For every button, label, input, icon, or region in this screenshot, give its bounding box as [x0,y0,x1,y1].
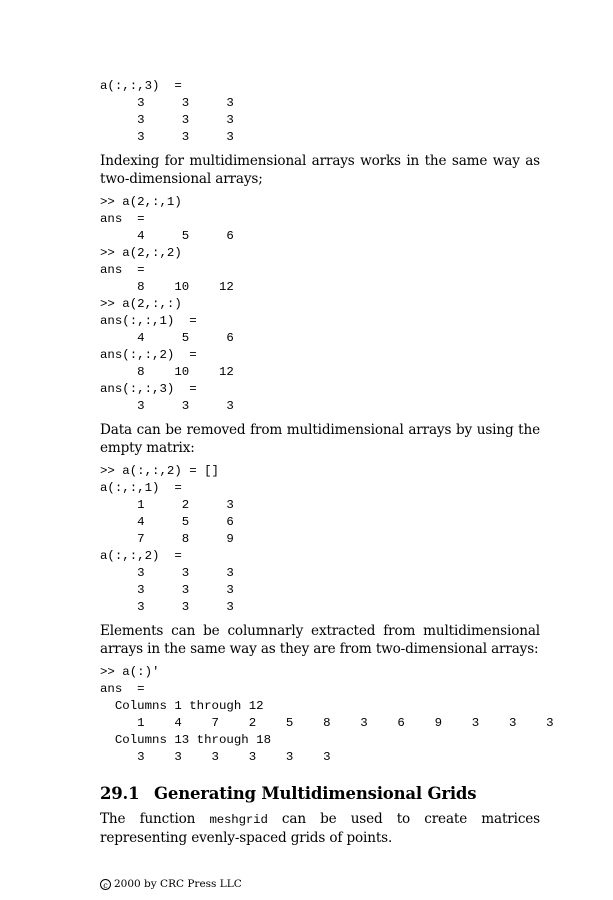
code-removing-example: >> a(:,:,2) = [] a(:,:,1) = 1 2 3 4 5 6 7 8 9 a(:,:,2) = 3 3 3 3 3 3 3 3 3 [100,464,234,614]
copyright-text: 2000 by CRC Press LLC [114,878,242,890]
document-page [100,78,554,847]
section-number: 29.1 [100,784,140,803]
paragraph-meshgrid [100,811,540,847]
section-heading [100,784,540,803]
paragraph-columnar: Elements can be columnarly extracted from multidimensional arrays in the same way as they are from two-dimensional arrays: [100,623,540,657]
copyright-footer [100,878,242,890]
code-indexing-examples: >> a(2,:,1) ans = 4 5 6 >> a(2,:,2) ans = 8 10 12 >> a(2,:,:) ans(:,:,1) = 4 5 6 ans(:,:,2) = 8 10 12 ans(:,:,3) = 3 3 3 [100,195,234,413]
paragraph-meshgrid-before: The function [100,811,210,827]
code-columnar-example: >> a(:)' ans = Columns 1 through 12 1 4 7 2 5 8 3 6 9 3 3 3 Columns 13 through 18 3 3 3 3 3 3 [100,665,554,764]
section-title: Generating Multidimensional Grids [154,784,477,803]
meshgrid-function-name: meshgrid [209,813,268,827]
paragraph-indexing: Indexing for multidimensional arrays works in the same way as two-dimensional arrays; [100,153,540,187]
paragraph-removing: Data can be removed from multidimensional arrays by using the empty matrix: [100,422,540,456]
copyright-icon: c [100,879,111,890]
code-output-a-page3: a(:,:,3) = 3 3 3 3 3 3 3 3 3 [100,79,234,144]
paragraph-meshgrid-after: can be used to create matrices representing evenly-spaced grids of points. [100,811,541,846]
